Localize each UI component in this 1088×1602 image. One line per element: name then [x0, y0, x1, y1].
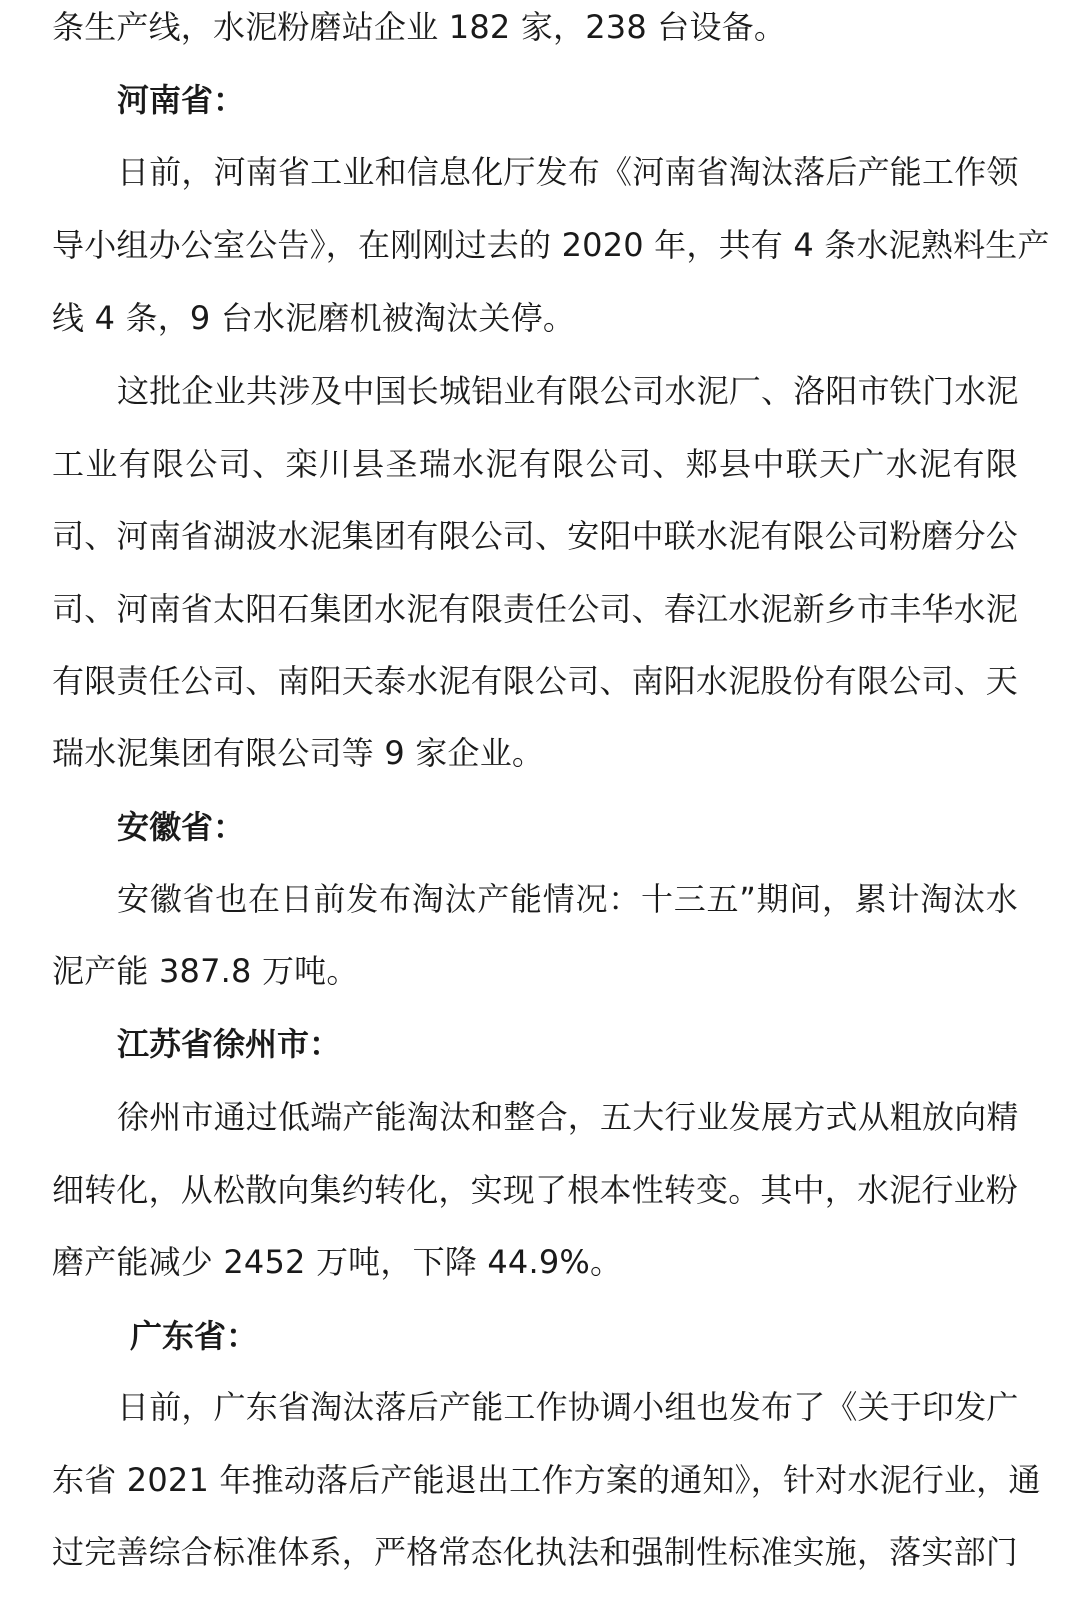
paragraph-line: 线 4 条，9 台水泥磨机被淘汰关停。 — [52, 299, 576, 337]
paragraph-line: 这批企业共涉及中国长城铝业有限公司水泥厂、洛阳市铁门水泥 — [117, 372, 1019, 410]
section-heading-henan: 河南省： — [117, 81, 246, 119]
paragraph-line: 有限责任公司、南阳天泰水泥有限公司、南阳水泥股份有限公司、天 — [52, 662, 1019, 700]
paragraph-line: 司、河南省湖波水泥集团有限公司、安阳中联水泥有限公司粉磨分公 — [52, 517, 1019, 555]
section-heading-anhui: 安徽省： — [117, 808, 246, 846]
paragraph-line: 东省 2021 年推动落后产能退出工作方案的通知》，针对水泥行业，通 — [52, 1461, 1041, 1499]
paragraph-line: 泥产能 387.8 万吨。 — [52, 952, 359, 990]
section-heading-xuzhou: 江苏省徐州市： — [117, 1025, 342, 1063]
paragraph-line: 细转化，从松散向集约转化，实现了根本性转变。其中，水泥行业粉 — [52, 1171, 1019, 1209]
paragraph-line: 安徽省也在日前发布淘汰产能情况：十三五”期间，累计淘汰水 — [117, 880, 1018, 918]
paragraph-line: 徐州市通过低端产能淘汰和整合，五大行业发展方式从粗放向精 — [117, 1098, 1019, 1136]
paragraph-line: 日前，河南省工业和信息化厅发布《河南省淘汰落后产能工作领 — [117, 153, 1019, 191]
paragraph-line: 司、河南省太阳石集团水泥有限责任公司、春江水泥新乡市丰华水泥 — [52, 590, 1019, 628]
paragraph-line: 磨产能减少 2452 万吨，下降 44.9%。 — [52, 1243, 623, 1281]
paragraph-line: 瑞水泥集团有限公司等 9 家企业。 — [52, 734, 545, 772]
paragraph-line: 导小组办公室公告》，在刚刚过去的 2020 年，共有 4 条水泥熟料生产 — [52, 226, 1050, 264]
paragraph-line: 条生产线，水泥粉磨站企业 182 家，238 台设备。 — [52, 8, 787, 46]
paragraph-line: 过完善综合标准体系，严格常态化执法和强制性标准实施，落实部门 — [52, 1533, 1019, 1571]
paragraph-line: 日前，广东省淘汰落后产能工作协调小组也发布了《关于印发广 — [117, 1388, 1019, 1426]
section-heading-guangdong: 广东省： — [130, 1317, 259, 1355]
paragraph-line: 工业有限公司、栾川县圣瑞水泥有限公司、郏县中联天广水泥有限 — [52, 445, 1018, 483]
